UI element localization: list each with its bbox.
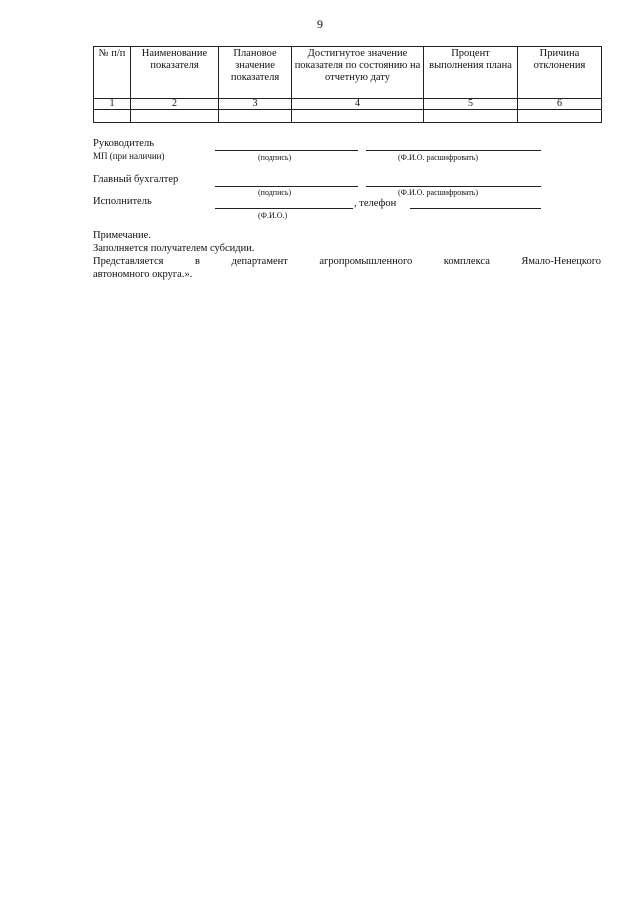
head-signature-line <box>215 150 358 151</box>
note-line-2: Представляется в департамент агропромышленного комплекса Ямало-Ненецкого <box>93 256 601 267</box>
note-line-1: Заполняется получателем субсидии. <box>93 243 255 254</box>
column-number: 1 <box>94 99 131 110</box>
executor-name-line <box>215 208 353 209</box>
column-number-row <box>94 99 602 110</box>
stamp-label: МП (при наличии) <box>93 151 165 161</box>
header-cell-planned-value: Плановое значение показателя <box>219 47 292 99</box>
header-cell-number: № п/п <box>94 47 131 99</box>
header-cell-plan-percent: Процент выполнения плана <box>424 47 518 99</box>
column-number: 2 <box>131 99 219 110</box>
table-row <box>94 110 602 123</box>
head-label: Руководитель <box>93 138 154 149</box>
column-number: 6 <box>518 99 602 110</box>
table-cell <box>518 110 602 123</box>
head-name-line <box>366 150 541 151</box>
column-number: 4 <box>292 99 424 110</box>
signature-caption: (подпись) <box>258 188 292 197</box>
table-cell <box>219 110 292 123</box>
column-number: 5 <box>424 99 518 110</box>
column-number: 3 <box>219 99 292 110</box>
table-cell <box>94 110 131 123</box>
table-cell <box>424 110 518 123</box>
executor-name-caption: (Ф.И.О.) <box>258 211 288 220</box>
chief-accountant-label: Главный бухгалтер <box>93 174 179 185</box>
table-cell <box>292 110 424 123</box>
name-caption: (Ф.И.О. расшифровать) <box>398 188 479 197</box>
table-cell <box>131 110 219 123</box>
header-cell-achieved-value: Достигнутое значение показателя по состоянию на отчетную дату <box>292 47 424 99</box>
note-title: Примечание. <box>93 230 151 241</box>
chief-accountant-name-line <box>366 186 541 187</box>
phone-line <box>410 208 541 209</box>
header-cell-deviation-reason: Причина отклонения <box>518 47 602 99</box>
executor-label: Исполнитель <box>93 196 152 207</box>
signature-caption: (подпись) <box>258 153 292 162</box>
name-caption: (Ф.И.О. расшифровать) <box>398 153 479 162</box>
table-header-row <box>94 47 602 99</box>
phone-label: , телефон <box>354 198 397 209</box>
page-number: 9 <box>317 17 323 31</box>
chief-accountant-signature-line <box>215 186 358 187</box>
header-cell-indicator-name: Наименование показателя <box>131 47 219 99</box>
report-table <box>93 46 602 123</box>
note-line-3: автономного округа.». <box>93 269 193 280</box>
